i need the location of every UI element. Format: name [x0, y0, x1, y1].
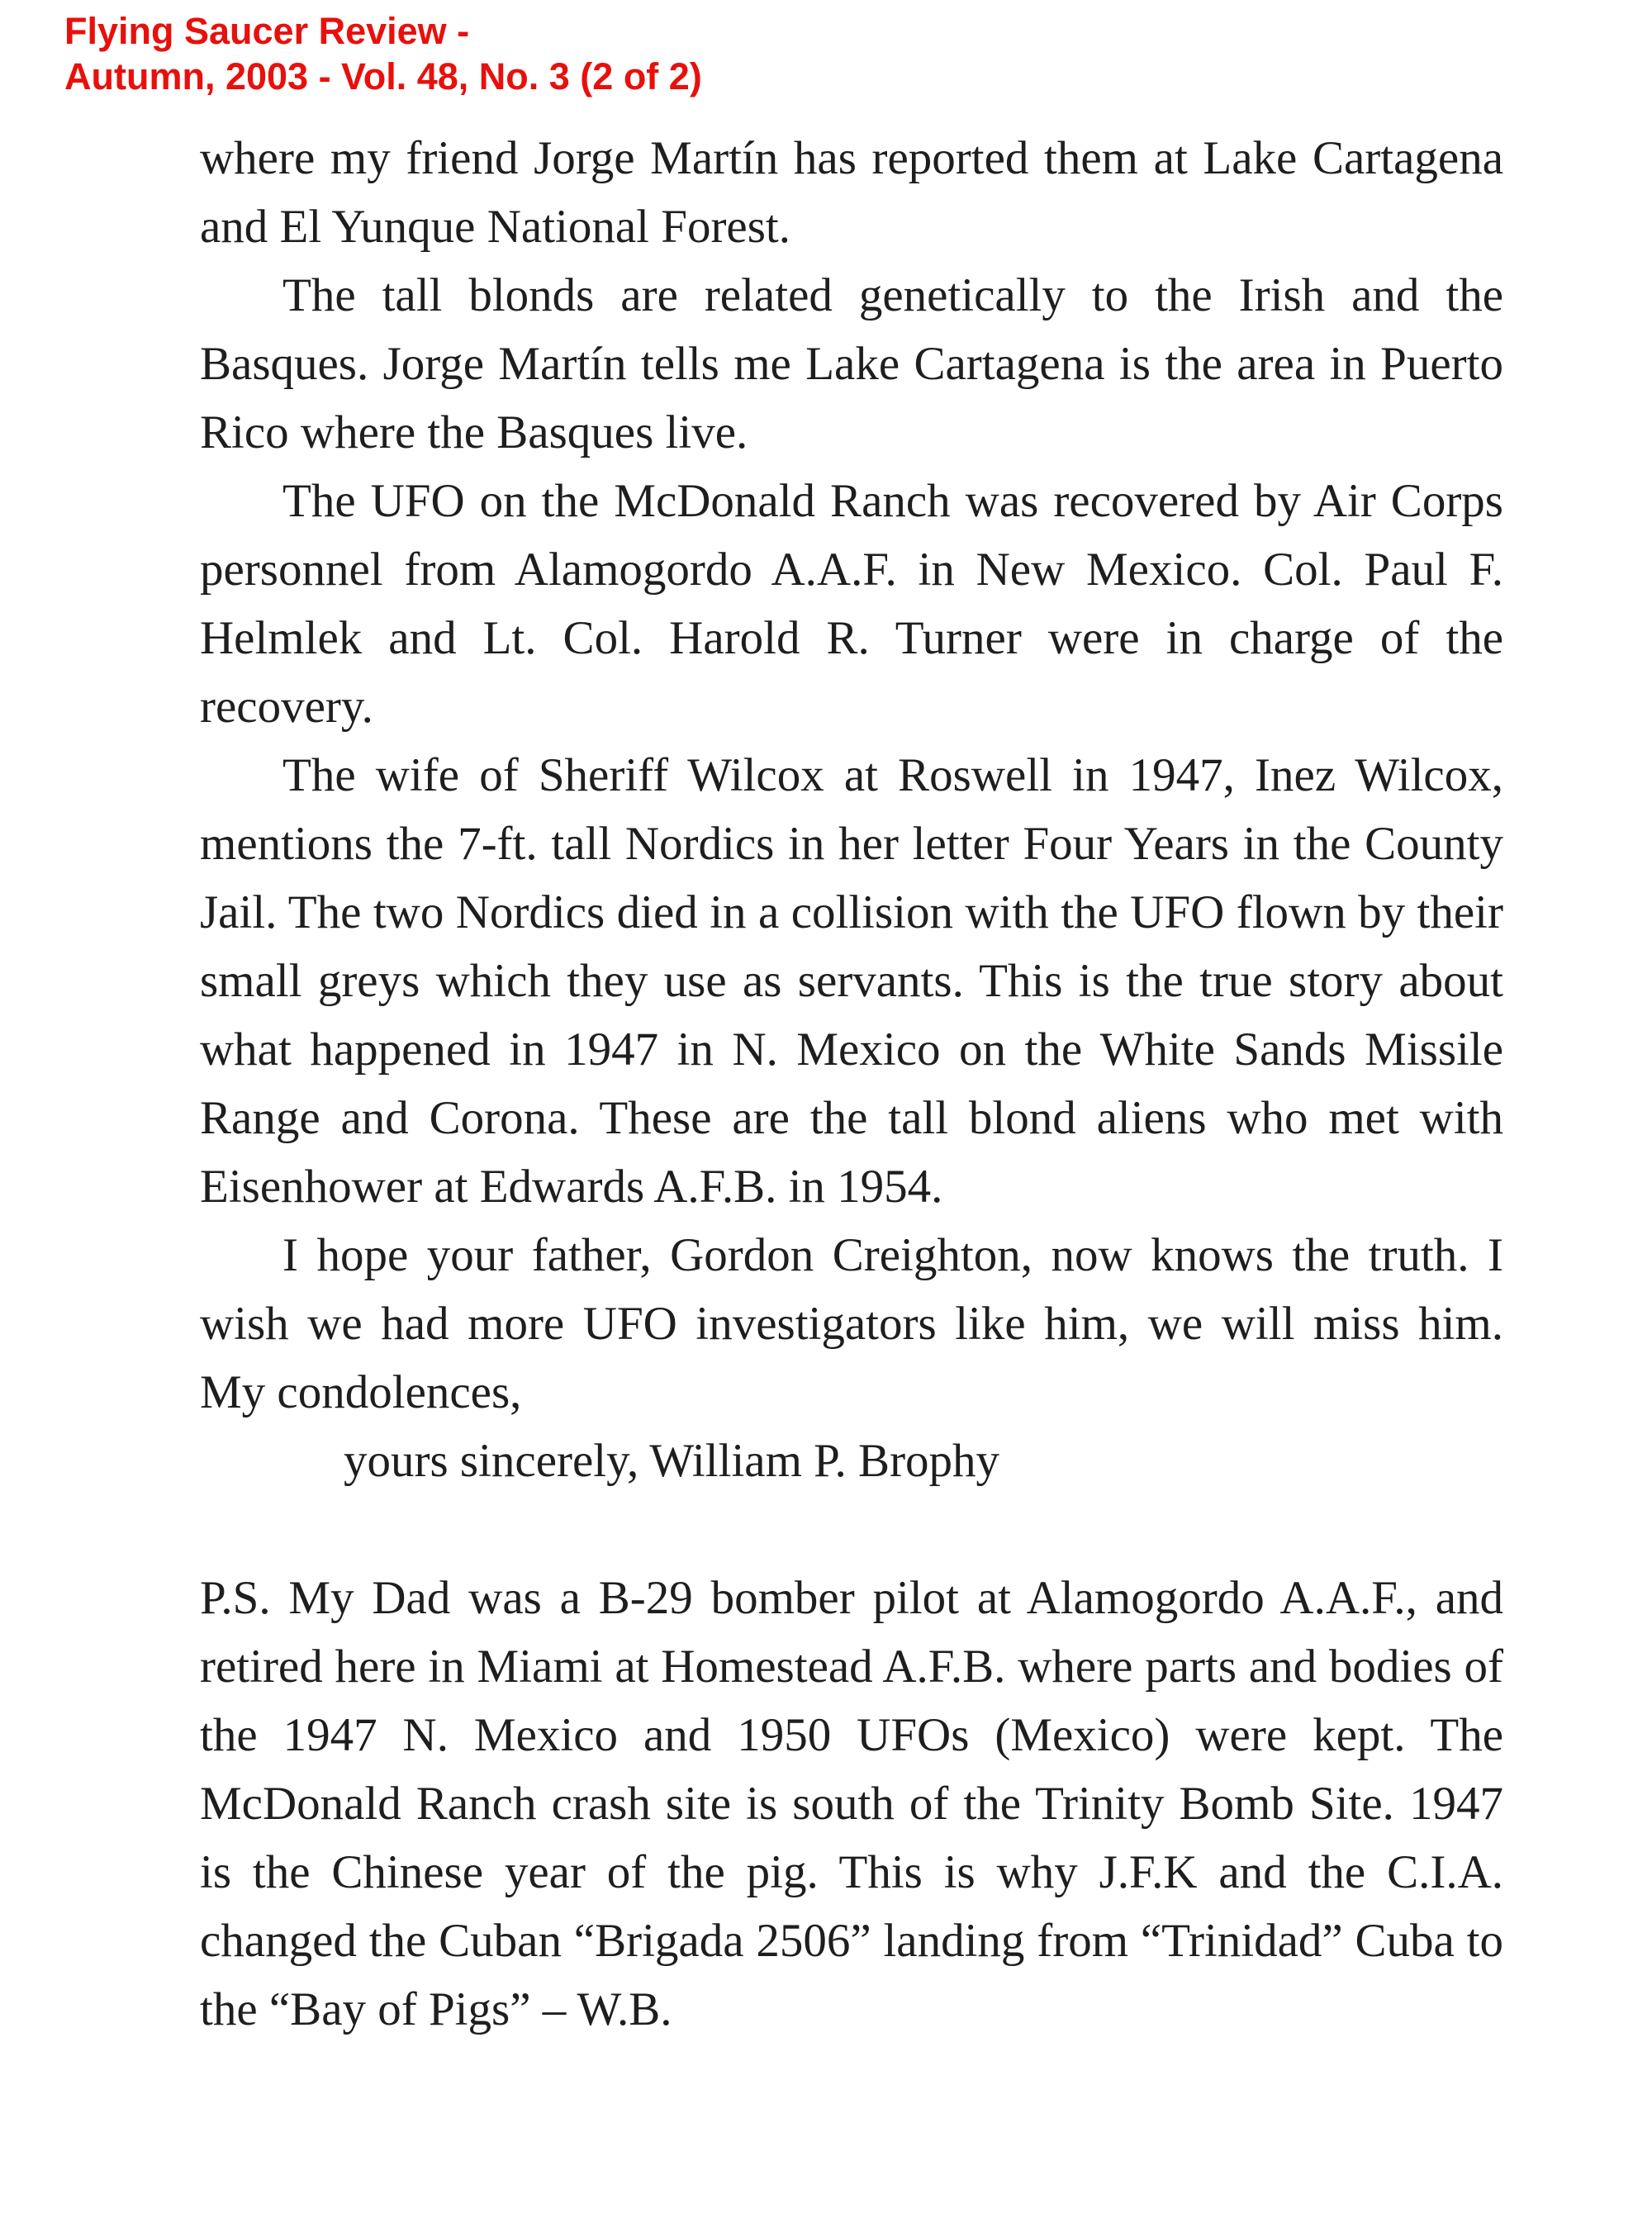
header-issue-info: Autumn, 2003 - Vol. 48, No. 3 (2 of 2) [64, 55, 702, 97]
header-publication-title: Flying Saucer Review - [64, 10, 470, 52]
paragraph-condolences: I hope your father, Gordon Creighton, now knows the truth. I wish we had more UFO investigators like him, we will miss him. My condolences, [200, 1229, 1503, 1418]
source-header [64, 8, 702, 99]
letter-body [200, 124, 1503, 2044]
paragraph-continued: where my friend Jorge Martín has reported them at Lake Cartagena and El Yunque National Forest. [200, 132, 1503, 253]
paragraph-mcdonald-ranch: The UFO on the McDonald Ranch was recovered by Air Corps personnel from Alamogordo A.A.F. in New Mexico. Col. Paul F. Helmlek and Lt. Col. Harold R. Turner were in charge of the recovery. [200, 475, 1503, 733]
letter-signoff: yours sincerely, William P. Brophy [344, 1435, 1000, 1487]
postscript: P.S. My Dad was a B-29 bomber pilot at Alamogordo A.A.F., and retired here in Miami at Homestead A.F.B. where parts and bodies of the 1947 N. Mexico and 1950 UFOs (Mexico) were kept. The McDonald Ranch crash site is south of the Trinity Bomb Site. 1947 is the Chinese year of the pig. This is why J.F.K and the C.I.A. changed the Cuban “Brigada 2506” landing from “Trinidad” Cuba to the “Bay of Pigs” – W.B. [200, 1572, 1503, 2035]
paragraph-sheriff-wilcox: The wife of Sheriff Wilcox at Roswell in 1947, Inez Wilcox, mentions the 7-ft. tall Nordics in her letter Four Years in the County Jail. The two Nordics died in a collision with the UFO flown by their small greys which they use as servants. This is the true story about what happened in 1947 in N. Mexico on the White Sands Missile Range and Corona. These are the tall blond aliens who met with Eisenhower at Edwards A.F.B. in 1954. [200, 749, 1503, 1213]
paragraph-tall-blonds: The tall blonds are related genetically to the Irish and the Basques. Jorge Martín tells me Lake Cartagena is the area in Puerto Rico where the Basques live. [200, 269, 1503, 458]
